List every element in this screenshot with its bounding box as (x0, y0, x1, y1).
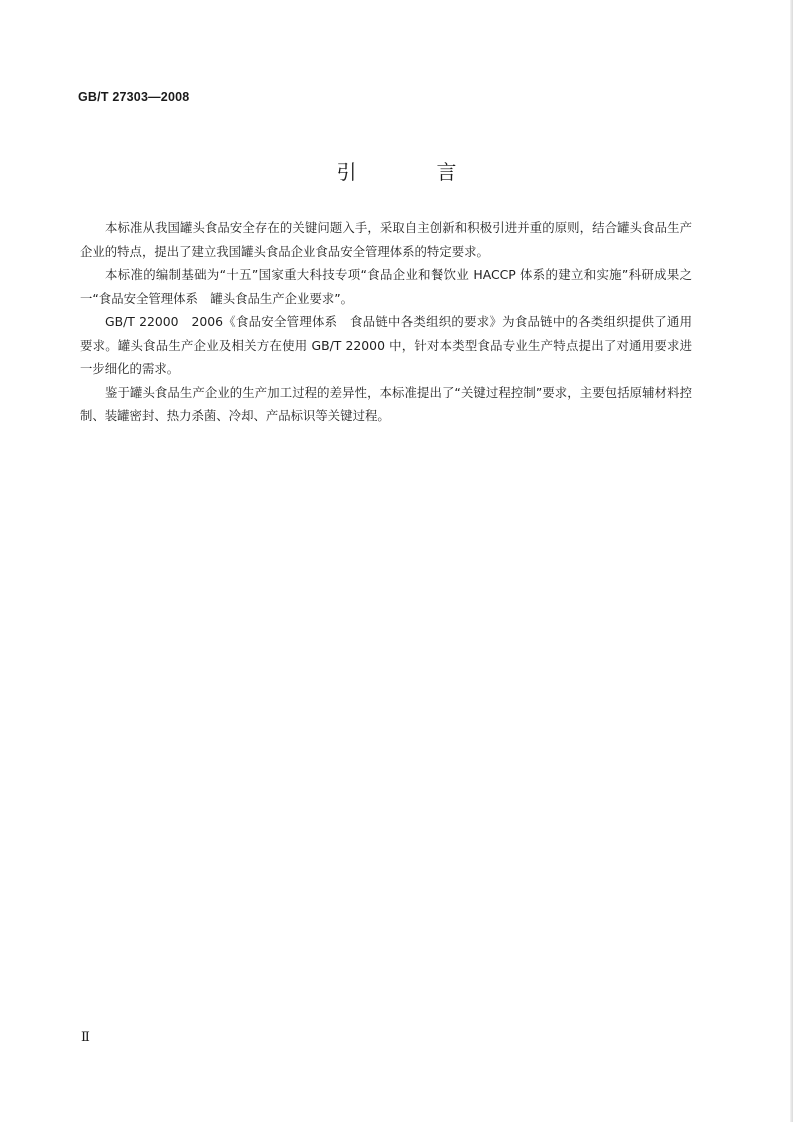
standard-code: GB/T 27303—2008 (78, 90, 190, 104)
page-number: Ⅱ (81, 1030, 90, 1045)
page-title: 引 言 (336, 160, 487, 184)
paragraph-4: 鉴于罐头食品生产企业的生产加工过程的差异性，本标准提出了“关键过程控制”要求，主要包括原辅材料控制、装罐密封、热力杀菌、冷却、产品标识等关键过程。 (80, 384, 692, 423)
paragraph-1: 本标准从我国罐头食品安全存在的关键问题入手，采取自主创新和积极引进并重的原则，结合罐头食品生产企业的特点，提出了建立我国罐头食品企业食品安全管理体系的特定要求。 (80, 220, 692, 259)
introduction-body (80, 216, 692, 428)
paragraph-3: GB/T 22000 2006《食品安全管理体系 食品链中各类组织的要求》为食品链中的各类组织提供了通用要求。罐头食品生产企业及相关方在使用 GB/T 22000 中，针对本类型食品专业生产特点提出了对通用要求进一步细化的需求。 (80, 314, 692, 376)
paragraph-2: 本标准的编制基础为“十五”国家重大科技专项“食品企业和餐饮业 HACCP 体系的建立和实施”科研成果之一“食品安全管理体系 罐头食品生产企业要求”。 (80, 267, 692, 306)
